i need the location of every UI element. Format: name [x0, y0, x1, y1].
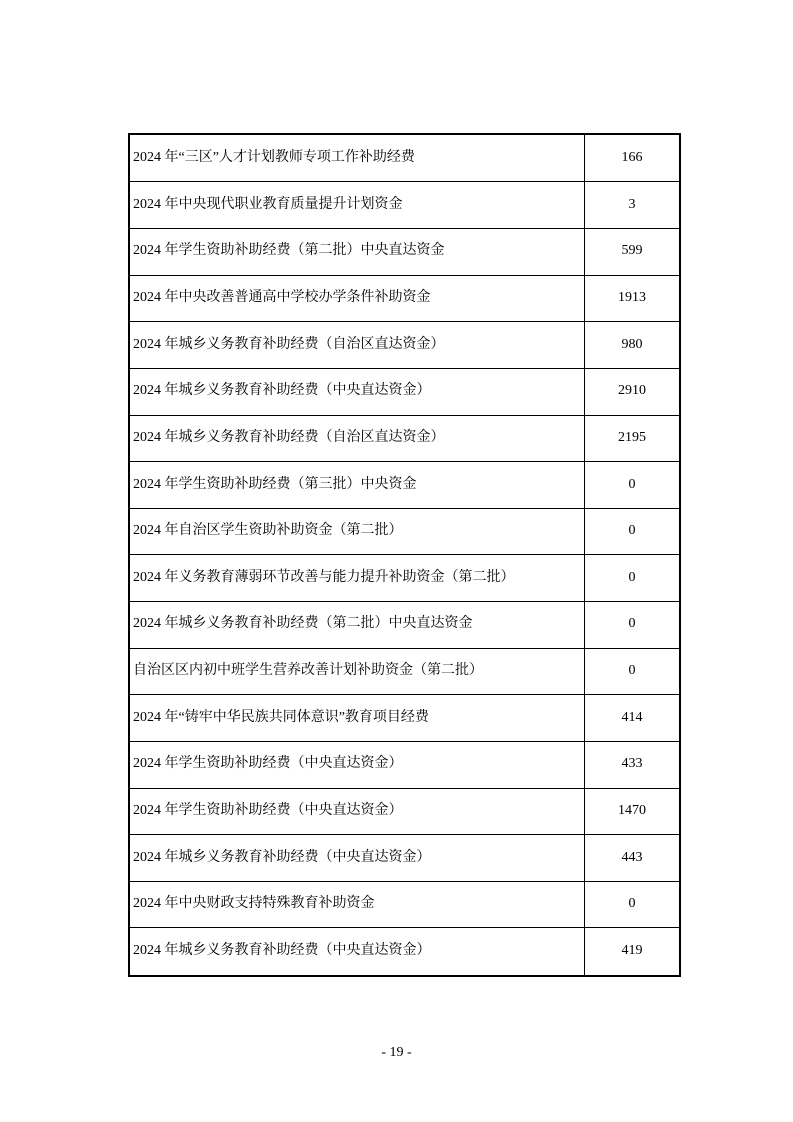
- table-row: [129, 275, 680, 322]
- project-name-cell: 2024 年自治区学生资助补助资金（第二批）: [129, 508, 585, 555]
- amount-cell: 414: [585, 695, 681, 742]
- project-name-cell: 2024 年学生资助补助经费（第三批）中央资金: [129, 462, 585, 509]
- table-row: [129, 602, 680, 649]
- project-name-cell: 2024 年“铸牢中华民族共同体意识”教育项目经费: [129, 695, 585, 742]
- table-row: [129, 648, 680, 695]
- table-row: [129, 741, 680, 788]
- project-name-cell: 自治区区内初中班学生营养改善计划补助资金（第二批）: [129, 648, 585, 695]
- amount-cell: 0: [585, 508, 681, 555]
- table-row: [129, 368, 680, 415]
- table-row: [129, 555, 680, 602]
- project-name-cell: 2024 年学生资助补助经费（第二批）中央直达资金: [129, 229, 585, 276]
- table-row: [129, 695, 680, 742]
- table-body: [129, 134, 680, 976]
- amount-cell: 0: [585, 555, 681, 602]
- amount-cell: 980: [585, 322, 681, 369]
- project-name-cell: 2024 年义务教育薄弱环节改善与能力提升补助资金（第二批）: [129, 555, 585, 602]
- table-row: [129, 508, 680, 555]
- project-name-cell: 2024 年学生资助补助经费（中央直达资金）: [129, 788, 585, 835]
- amount-cell: 419: [585, 928, 681, 976]
- table-row: [129, 182, 680, 229]
- table-row: [129, 835, 680, 882]
- project-name-cell: 2024 年中央改善普通高中学校办学条件补助资金: [129, 275, 585, 322]
- project-name-cell: 2024 年城乡义务教育补助经费（第二批）中央直达资金: [129, 602, 585, 649]
- project-name-cell: 2024 年中央现代职业教育质量提升计划资金: [129, 182, 585, 229]
- project-name-cell: 2024 年城乡义务教育补助经费（自治区直达资金）: [129, 415, 585, 462]
- project-name-cell: 2024 年中央财政支持特殊教育补助资金: [129, 881, 585, 928]
- amount-cell: 0: [585, 462, 681, 509]
- amount-cell: 3: [585, 182, 681, 229]
- table-row: [129, 415, 680, 462]
- project-name-cell: 2024 年城乡义务教育补助经费（自治区直达资金）: [129, 322, 585, 369]
- amount-cell: 443: [585, 835, 681, 882]
- table-row: [129, 462, 680, 509]
- project-name-cell: 2024 年“三区”人才计划教师专项工作补助经费: [129, 134, 585, 182]
- amount-cell: 0: [585, 602, 681, 649]
- amount-cell: 0: [585, 881, 681, 928]
- project-name-cell: 2024 年学生资助补助经费（中央直达资金）: [129, 741, 585, 788]
- table-row: [129, 788, 680, 835]
- page-number: - 19 -: [381, 1045, 412, 1060]
- budget-table: [128, 133, 681, 977]
- project-name-cell: 2024 年城乡义务教育补助经费（中央直达资金）: [129, 928, 585, 976]
- table-row: [129, 134, 680, 182]
- amount-cell: 2910: [585, 368, 681, 415]
- amount-cell: 166: [585, 134, 681, 182]
- project-name-cell: 2024 年城乡义务教育补助经费（中央直达资金）: [129, 368, 585, 415]
- amount-cell: 1470: [585, 788, 681, 835]
- amount-cell: 2195: [585, 415, 681, 462]
- amount-cell: 599: [585, 229, 681, 276]
- table-row: [129, 229, 680, 276]
- table-row: [129, 928, 680, 976]
- amount-cell: 433: [585, 741, 681, 788]
- amount-cell: 0: [585, 648, 681, 695]
- table-row: [129, 322, 680, 369]
- amount-cell: 1913: [585, 275, 681, 322]
- project-name-cell: 2024 年城乡义务教育补助经费（中央直达资金）: [129, 835, 585, 882]
- table-row: [129, 881, 680, 928]
